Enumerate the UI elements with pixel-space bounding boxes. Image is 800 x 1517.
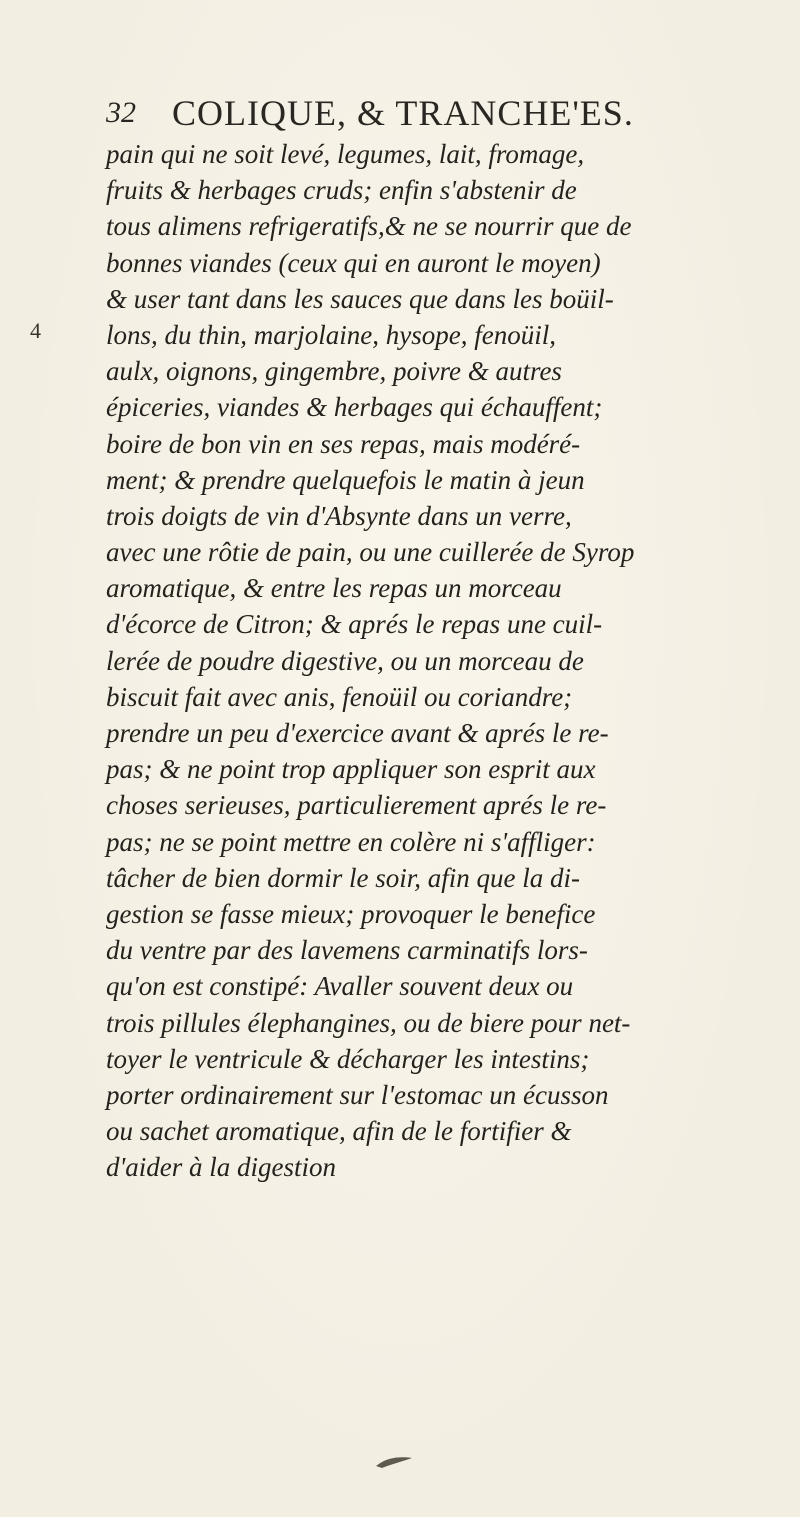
text-line: biscuit fait avec anis, fenoüil ou coriandre; <box>106 681 573 712</box>
text-line: & user tant dans les sauces que dans les boüil- <box>106 283 614 314</box>
text-line: prendre un peu d'exercice avant & aprés le re- <box>106 718 609 748</box>
text-line: fruits & herbages cruds; enfin s'abstenir de <box>106 175 577 206</box>
text-line: aulx, oignons, gingembre, poivre & autres <box>106 356 562 387</box>
text-line: aromatique, & entre les repas un morceau <box>106 573 562 604</box>
ink-mark-ornament <box>368 1452 428 1472</box>
text-line: d'aider à la digestion <box>106 1152 337 1183</box>
text-line: porter ordinairement sur l'estomac un écusson <box>106 1079 609 1110</box>
text-line: bonnes viandes (ceux qui en auront le moyen) <box>106 247 601 278</box>
page-number: 32 <box>106 96 136 129</box>
page-header <box>106 88 706 134</box>
text-line: avec une rôtie de pain, ou une cuillerée de Syrop <box>106 537 635 568</box>
text-line: toyer le ventricule & décharger les intestins; <box>106 1043 590 1074</box>
text-line: lerée de poudre digestive, ou un morceau de <box>106 645 584 676</box>
text-line: trois doigts de vin d'Absynte dans un verre, <box>106 500 572 531</box>
text-line: tâcher de bien dormir le soir, afin que la di- <box>106 862 580 893</box>
text-line: pas; ne se point mettre en colère ni s'affliger: <box>106 826 596 857</box>
text-line: d'écorce de Citron; & aprés le repas une cuil- <box>106 609 603 640</box>
body-text <box>106 136 706 1185</box>
text-line: tous alimens refrigeratifs,& ne se nourrir que de <box>106 211 632 242</box>
running-title: COLIQUE, & TRANCHE'ES. <box>172 93 634 133</box>
text-line: épiceries, viandes & herbages qui échauffent; <box>106 392 603 423</box>
text-line: pain qui ne soit levé, legumes, lait, fromage, <box>106 139 585 169</box>
text-line: trois pillules élephangines, ou de biere pour net- <box>106 1007 631 1038</box>
text-line: ou sachet aromatique, afin de le fortifier & <box>106 1116 572 1147</box>
text-line: du ventre par des lavemens carminatifs lors- <box>106 935 588 966</box>
text-line: ment; & prendre quelquefois le matin à jeun <box>106 464 585 495</box>
margin-mark: 4 <box>30 318 41 343</box>
text-line: qu'on est constipé: Avaller souvent deux ou <box>106 971 574 1002</box>
text-line: choses serieuses, particulierement aprés le re- <box>106 790 607 821</box>
text-line: pas; & ne point trop appliquer son esprit aux <box>106 754 596 785</box>
text-line: lons, du thin, marjolaine, hysope, fenoüil, <box>106 319 556 350</box>
text-line: gestion se fasse mieux; provoquer le benefice <box>106 898 596 929</box>
text-line: boire de bon vin en ses repas, mais modéré- <box>106 428 581 459</box>
